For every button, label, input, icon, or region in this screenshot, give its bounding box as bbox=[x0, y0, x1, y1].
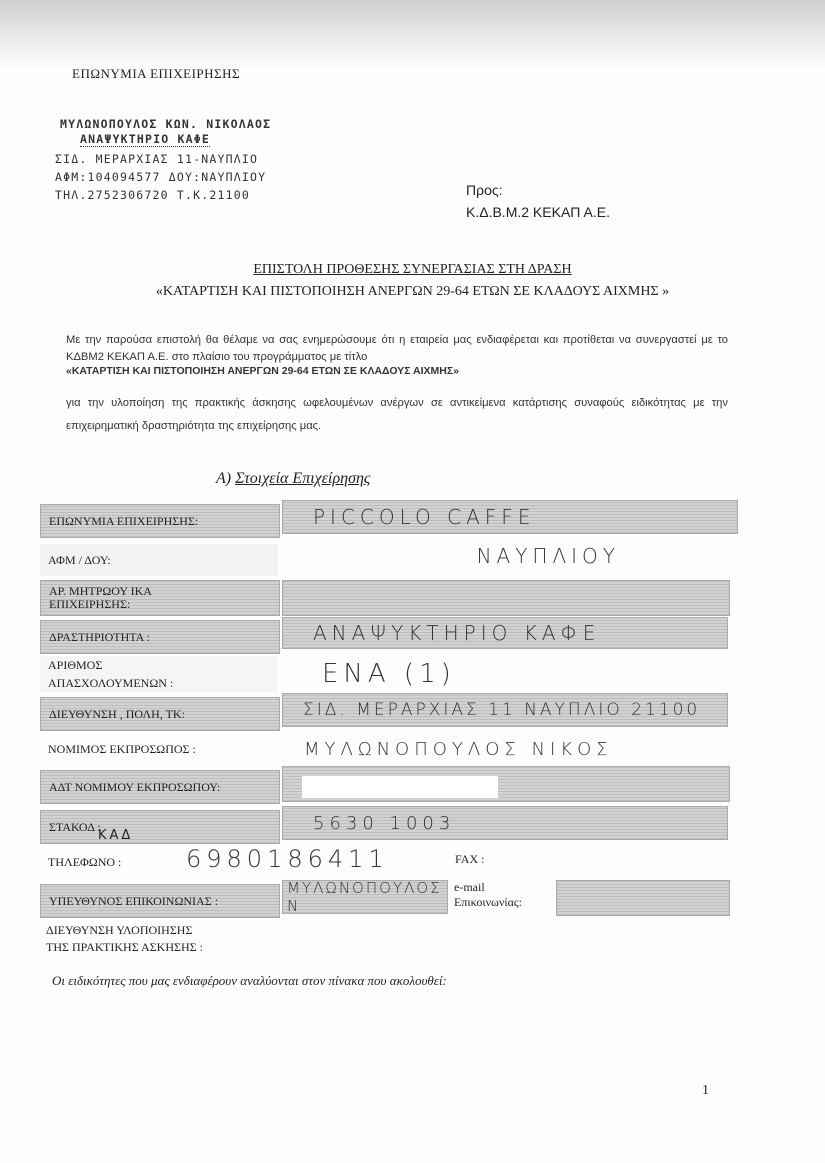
name-value: PICCOLO CAFFE bbox=[313, 505, 536, 529]
intro-paragraph: Με την παρούσα επιστολή θα θέλαμε να σας ενημερώσουμε ότι η εταιρεία μας ενδιαφέρεται και προτίθεται να συνεργαστεί με το ΚΔΒΜ2 ΚΕΚΑΠ Α.Ε. στο πλαίσιο του προγράμματος με τίτλο bbox=[66, 334, 728, 363]
practice-label-line2: ΤΗΣ ΠΡΑΚΤΙΚΗΣ ΑΣΚΗΣΗΣ : bbox=[46, 940, 203, 954]
program-title: «ΚΑΤΑΡΤΙΣΗ ΚΑΙ ΠΙΣΤΟΠΟΙΗΣΗ ΑΝΕΡΓΩΝ 29-64 ΕΤΩΝ ΣΕ ΚΛΑΔΟΥΣ ΑΙΧΜΗΣ » bbox=[155, 284, 670, 299]
sender-phone: ΤΗΛ.2752306720 Τ.Κ.21100 bbox=[55, 188, 250, 202]
recipient: Κ.Δ.Β.Μ.2 ΚΕΚΑΠ Α.Ε. bbox=[466, 204, 610, 220]
phone-label-cell bbox=[40, 846, 180, 878]
email-field[interactable] bbox=[556, 880, 730, 916]
adt-label: ΑΔΤ ΝΟΜΙΜΟΥ ΕΚΠΡΟΣΩΠΟΥ: bbox=[49, 779, 221, 794]
phone-field[interactable] bbox=[186, 843, 436, 875]
afm-field[interactable] bbox=[282, 540, 728, 572]
sender-tax-id: ΑΦΜ:104094577 ΔΟΥ:ΝΑΥΠΛΙΟΥ bbox=[55, 170, 267, 184]
sender-business: ΑΝΑΨΥΚΤΗΡΙΟ ΚΑΦΕ bbox=[80, 132, 210, 146]
email-label: e-mail bbox=[454, 880, 485, 894]
rep-label-cell bbox=[40, 733, 278, 765]
specialties-note: Οι ειδικότητες που μας ενδιαφέρουν αναλύονται στον πίνακα που ακολουθεί: bbox=[52, 973, 447, 988]
address-label: ΔΙΕΥΘΥΝΣΗ , ΠΟΛΗ, ΤΚ: bbox=[49, 706, 185, 721]
purpose-paragraph: για την υλοποίηση της πρακτικής άσκησης ωφελουμένων ανέργων σε αντικείμενα κατάρτισης συναφούς ειδικότητας με την επιχειρηματική δραστηριότητα της επιχείρησης μας. bbox=[66, 397, 728, 432]
afm-label-cell bbox=[40, 544, 278, 576]
fax-label: FAX : bbox=[455, 852, 485, 866]
name-label: ΕΠΩΝΥΜΙΑ ΕΠΙΧΕΙΡΗΣΗΣ: bbox=[49, 513, 199, 528]
activity-value: ΑΝΑΨΥΚΤΗΡΙΟ ΚΑΦΕ bbox=[313, 621, 601, 645]
activity-field[interactable] bbox=[282, 617, 728, 649]
section-heading bbox=[216, 470, 370, 488]
contact-label-cell bbox=[40, 884, 280, 918]
afm-value: ΝΑΥΠΛΙΟΥ bbox=[476, 544, 620, 568]
name-label-cell bbox=[40, 504, 280, 538]
ika-label-cell bbox=[40, 580, 280, 616]
practice-address-field[interactable] bbox=[282, 922, 728, 954]
sender-address: ΣΙΔ. ΜΕΡΑΡΧΙΑΣ 11-ΝΑΥΠΛΙΟ bbox=[55, 152, 259, 166]
practice-label-line1: ΔΙΕΥΘΥΝΣΗ ΥΛΟΠΟΙΗΣΗΣ bbox=[46, 923, 193, 937]
stakod-value: 5630 1003 bbox=[313, 812, 456, 834]
activity-label: ΔΡΑΣΤΗΡΙΟΤΗΤΑ : bbox=[49, 629, 150, 644]
stakod-note: ΚΑΔ bbox=[98, 828, 134, 843]
ika-label: ΑΡ. ΜΗΤΡΩΟΥ ΙΚΑ ΕΠΙΧΕΙΡΗΣΗΣ: bbox=[49, 584, 152, 611]
company-name-heading: ΕΠΩΝΥΜΙΑ ΕΠΙΧΕΙΡΗΣΗΣ bbox=[72, 66, 241, 81]
phone-label: ΤΗΛΕΦΩΝΟ : bbox=[48, 854, 122, 869]
adt-label-cell bbox=[40, 770, 280, 804]
stakod-label: ΣΤΑΚΟΔ : bbox=[49, 819, 101, 834]
ika-field[interactable] bbox=[282, 580, 730, 616]
to-label: Προς: bbox=[466, 182, 503, 198]
redaction-box bbox=[302, 776, 498, 798]
rep-field[interactable] bbox=[282, 733, 728, 765]
phone-value: 6980186411 bbox=[186, 845, 389, 873]
address-field[interactable] bbox=[282, 693, 728, 727]
section-prefix: Α) bbox=[216, 470, 232, 487]
stakod-field[interactable] bbox=[282, 806, 728, 840]
rep-label: ΝΟΜΙΜΟΣ ΕΚΠΡΟΣΩΠΟΣ : bbox=[48, 741, 196, 756]
letter-title: ΕΠΙΣΤΟΛΗ ΠΡΟΘΕΣΗΣ ΣΥΝΕΡΓΑΣΙΑΣ ΣΤΗ ΔΡΑΣΗ bbox=[253, 262, 572, 277]
activity-label-cell bbox=[40, 620, 280, 654]
contact-value: ΜΥΛΩΝΟΠΟΥΛΟΣ Ν bbox=[287, 879, 442, 915]
address-label-cell bbox=[40, 697, 280, 731]
name-field[interactable] bbox=[282, 500, 738, 534]
employees-label: ΑΡΙΘΜΟΣ ΑΠΑΣΧΟΛΟΥΜΕΝΩΝ : bbox=[48, 658, 174, 690]
rep-value: ΜΥΛΩΝΟΠΟΥΛΟΣ ΝΙΚΟΣ bbox=[304, 738, 613, 760]
scan-top-band bbox=[0, 0, 825, 70]
contact-label: ΥΠΕΥΘΥΝΟΣ ΕΠΙΚΟΙΝΩΝΙΑΣ : bbox=[49, 893, 219, 908]
email-sub-label: Επικοινωνίας: bbox=[454, 895, 522, 909]
afm-label: ΑΦΜ / ΔΟΥ: bbox=[48, 552, 111, 567]
employees-field[interactable] bbox=[282, 656, 728, 692]
practice-address-label bbox=[46, 922, 203, 956]
sender-name: ΜΥΛΩΝΟΠΟΥΛΟΣ ΚΩΝ. ΝΙΚΟΛΑΟΣ bbox=[60, 117, 272, 131]
section-title: Στοιχεία Επιχείρησης bbox=[235, 470, 371, 487]
contact-field[interactable] bbox=[282, 880, 448, 914]
page-number: 1 bbox=[702, 1083, 709, 1098]
employees-label-cell bbox=[40, 656, 278, 692]
fax-field[interactable] bbox=[500, 843, 728, 875]
stakod-label-cell bbox=[40, 810, 280, 844]
intro-program-name: «ΚΑΤΑΡΤΙΣΗ ΚΑΙ ΠΙΣΤΟΠΟΙΗΣΗ ΑΝΕΡΓΩΝ 29-64 ΕΤΩΝ ΣΕ ΚΛΑΔΟΥΣ ΑΙΧΜΗΣ» bbox=[66, 365, 459, 377]
employees-value: ΕΝΑ (1) bbox=[322, 659, 456, 689]
address-value: ΣΙΔ. ΜΕΡΑΡΧΙΑΣ 11 ΝΑΥΠΛΙΟ 21100 bbox=[303, 700, 701, 720]
